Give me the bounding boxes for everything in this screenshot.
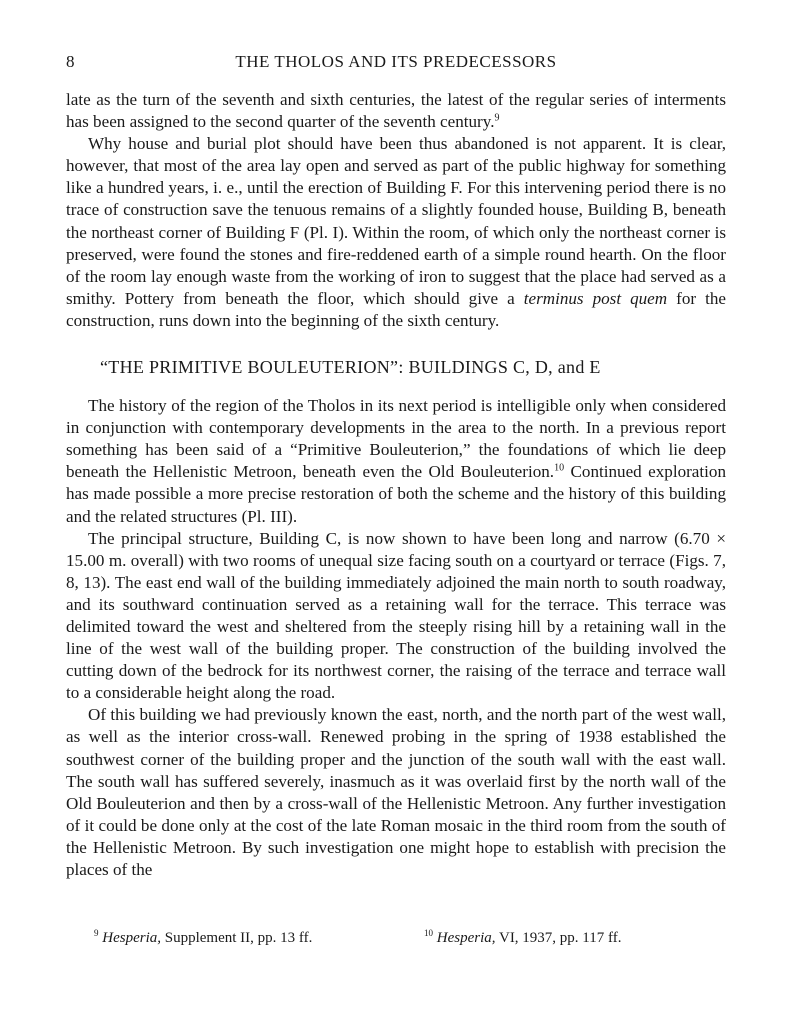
body-text bbox=[66, 89, 726, 881]
paragraph-4: The principal structure, Building C, is now shown to have been long and narrow (6.70 × 15.00 m. overall) with two rooms of unequal size facing south on a courtyard or terrace (Figs. 7, 8, 13). The east end wall of the building immediately adjoined the main north to south roadway, and its southward continuation served as a retaining wall for the terrace. This terrace was delimited toward the west and sheltered from the steeply rising hill by a retaining wall in the line of the west wall of the building proper. The construction of the building involved the cutting down of the bedrock for its northwest corner, the raising of the terrace and terrace wall to a considerable height along the road. bbox=[66, 528, 726, 703]
footnote-ref-10: 10 bbox=[554, 462, 565, 474]
page-number: 8 bbox=[66, 52, 75, 71]
footnote-10: $^{10}$ Hesperia, VI, 1937, pp. 117 ff. bbox=[424, 928, 622, 946]
running-header bbox=[66, 52, 726, 76]
running-title: THE THOLOS AND ITS PREDECESSORS bbox=[235, 52, 557, 71]
paragraph-3: The history of the region of the Tholos in its next period is intelligible only when considered in conjunction with contemporary developments in the area to the north. In a previous report something has been said of a “Primitive Bouleuterion,” the foundations of which lie deep beneath the Hellenistic Metroon, beneath even the Old Bouleuterion.$^{10}$ Continued exploration has made possible a more precise restoration of both the scheme and the history of this building and the related structures (Pl. III). bbox=[66, 396, 726, 526]
paragraph-5: Of this building we had previously known the east, north, and the north part of the west wall, as well as the interior cross-wall. Renewed probing in the spring of 1938 established the southwest corner of the building proper and the junction of the south wall with the east wall. The south wall has suffered severely, inasmuch as it was overlaid first by the north wall of the Old Bouleuterion and then by a cross-wall of the Hellenistic Metroon. Any further investigation of it could be done only at the cost of the late Roman mosaic in the third room from the south of the Hellenistic Metroon. By such investigation one might hope to establish with precision the places of the bbox=[66, 705, 726, 879]
paragraph-2: Why house and burial plot should have been thus abandoned is not apparent. It is clear, however, that most of the area lay open and served as part of the public highway for something like a hundred years, i. e., until the erection of Building F. For this intervening period there is no trace of construction save the tenuous remains of a slightly founded house, Building B, beneath the northeast corner of Building F (Pl. I). Within the room, of which only the northeast corner is preserved, were found the stones and fire-reddened earth of a simple round hearth. On the floor of the room lay enough waste from the working of iron to suggest that the place had served as a smithy. Pottery from beneath the floor, which should give a terminus post quem for the construction, runs down into the beginning of the sixth century. bbox=[66, 134, 726, 330]
footnote-9: $^9$ Hesperia, Supplement II, pp. 13 ff. bbox=[94, 928, 313, 946]
italic-term: terminus post quem bbox=[523, 288, 668, 308]
footnotes bbox=[94, 930, 714, 952]
footnote-ref-9: 9 bbox=[494, 112, 500, 124]
section-heading: “THE PRIMITIVE BOULEUTERION”: BUILDINGS C, D, and E bbox=[100, 357, 601, 378]
paragraph-1: late as the turn of the seventh and sixth centuries, the latest of the regular series of interments has been assigned to the second quarter of the seventh century.$^9$ bbox=[66, 90, 726, 132]
